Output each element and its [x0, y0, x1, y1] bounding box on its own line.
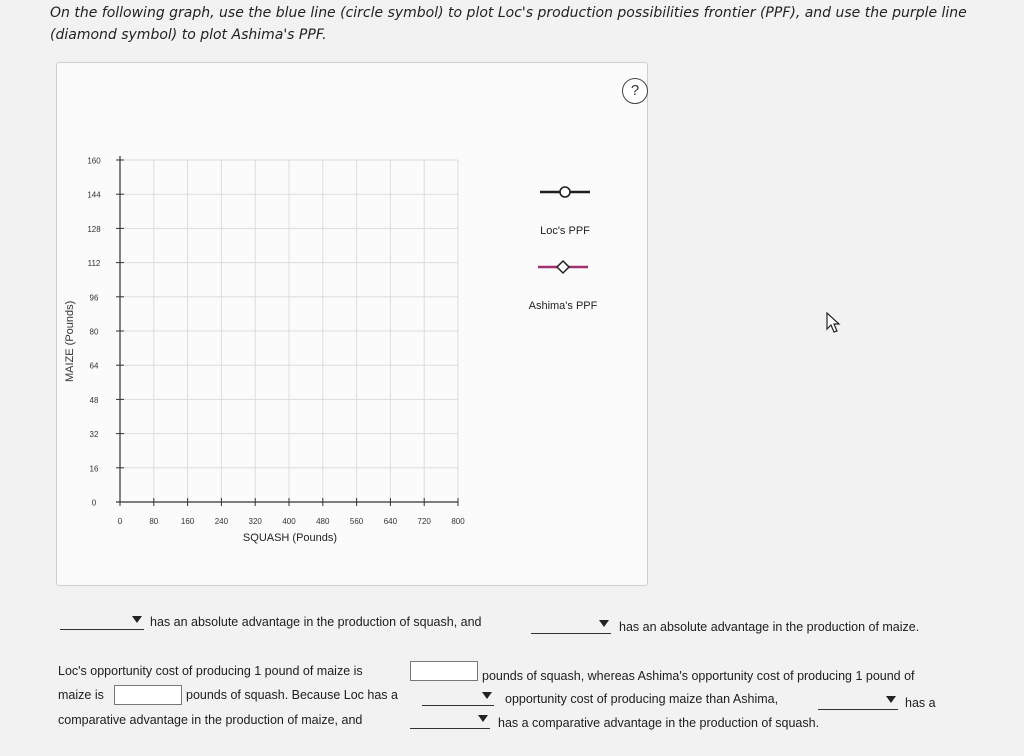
q2-line2-text-b: pounds of squash. Because Loc has a — [186, 688, 398, 702]
plot-axes — [116, 156, 458, 502]
chevron-down-icon — [886, 696, 896, 703]
y-tick-label: 32 — [89, 430, 99, 440]
circle-symbol-icon[interactable] — [560, 187, 570, 197]
y-tick-label: 0 — [91, 498, 97, 508]
legend-ashima-label: Ashima's PPF — [528, 300, 598, 312]
x-tick-label: 160 — [180, 517, 195, 526]
x-tick-label: 400 — [282, 517, 296, 526]
maize-absolute-advantage-dropdown[interactable] — [531, 617, 611, 634]
q2-line2-text-a: maize is — [58, 688, 104, 702]
q2-line1-text-b: pounds of squash, whereas Ashima's opportunity cost of producing 1 pound of — [482, 669, 915, 683]
x-tick-label: 240 — [214, 517, 229, 526]
legend-ashima-ppf-tool[interactable] — [538, 261, 588, 273]
y-tick-label: 128 — [87, 224, 101, 234]
opportunity-cost-comparison-dropdown[interactable] — [422, 689, 494, 706]
y-tick-label: 80 — [89, 327, 99, 337]
x-tick-label: 640 — [383, 517, 398, 526]
maize-comparative-advantage-dropdown[interactable] — [818, 693, 898, 710]
diamond-symbol-icon[interactable] — [557, 261, 569, 273]
mouse-pointer-icon — [826, 312, 842, 334]
q2-line2-text-c: opportunity cost of producing maize than Ashima, — [505, 692, 779, 706]
q2-line1-text-a: Loc's opportunity cost of producing 1 pound of maize is — [58, 664, 363, 678]
q2-line3-text-b: has a comparative advantage in the production of squash. — [498, 716, 820, 730]
x-tick-label: 560 — [349, 517, 364, 526]
chevron-down-icon — [599, 620, 609, 627]
loc-opportunity-cost-input[interactable] — [410, 661, 478, 681]
squash-comparative-advantage-dropdown[interactable] — [410, 712, 490, 729]
q1-text-part2: has an absolute advantage in the production of maize. — [619, 620, 920, 634]
q1-text-part1: has an absolute advantage in the production of squash, and — [150, 615, 482, 629]
y-axis-label: MAIZE (Pounds) — [64, 300, 76, 382]
x-tick-label: 80 — [149, 517, 159, 526]
y-tick-label: 160 — [87, 156, 101, 166]
x-tick-label: 0 — [117, 517, 123, 526]
ashima-opportunity-cost-input[interactable] — [114, 685, 182, 705]
chevron-down-icon — [482, 692, 492, 699]
legend-loc-ppf-tool[interactable] — [540, 187, 590, 197]
help-button[interactable]: ? — [622, 78, 648, 104]
x-tick-label: 800 — [451, 517, 465, 526]
q2-line2-text-d: has a — [905, 696, 936, 710]
squash-absolute-advantage-dropdown[interactable] — [60, 613, 144, 630]
y-tick-label: 48 — [89, 395, 99, 405]
chevron-down-icon — [132, 616, 142, 623]
y-tick-label: 144 — [87, 190, 101, 200]
x-tick-label: 720 — [417, 517, 431, 526]
x-tick-label: 320 — [248, 517, 262, 526]
y-tick-label: 112 — [87, 259, 101, 269]
plot-grid — [120, 160, 458, 502]
legend-loc-label: Loc's PPF — [540, 225, 590, 237]
y-axis-ticks — [87, 157, 124, 508]
chevron-down-icon — [478, 715, 488, 722]
y-tick-label: 96 — [89, 293, 99, 303]
y-tick-label: 64 — [89, 361, 99, 371]
x-axis-label: SQUASH (Pounds) — [242, 532, 338, 544]
instructions-text: On the following graph, use the blue line (circle symbol) to plot Loc's production possibilities frontier (PPF), and use the purple line (diamond symbol) to plot Ashima's PPF. — [50, 5, 967, 43]
q2-line3-text-a: comparative advantage in the production of maize, and — [58, 713, 363, 727]
x-tick-label: 480 — [316, 517, 330, 526]
y-tick-label: 16 — [89, 464, 99, 474]
